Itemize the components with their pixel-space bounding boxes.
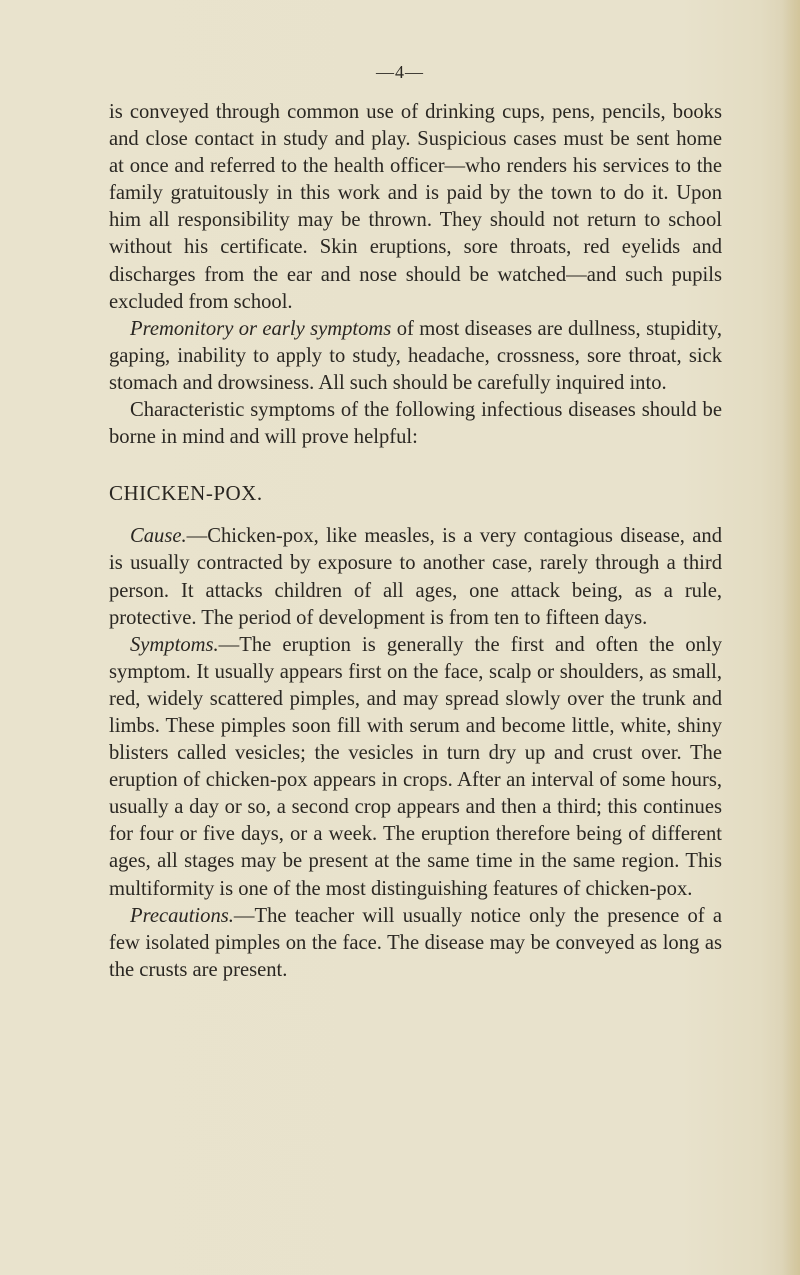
paragraph-symptoms-lead: Symptoms. <box>130 633 219 656</box>
page-number: —4— <box>376 62 424 82</box>
paragraph-precautions-body: —The teacher will usually notice only the presence of a few isolated pimples on the face. The disease may be conveyed as long as the crusts are present. <box>109 904 722 981</box>
paragraph-characteristic: Characteristic symptoms of the following infectious diseases should be borne in mind and will prove helpful: <box>109 399 722 449</box>
paragraph-precautions <box>109 903 722 984</box>
paragraph-cause-body: —Chicken-pox, like measles, is a very contagious disease, and is usually contracted by exposure to another case, rarely through a third person. It attacks children of all ages, one attack being, as a rule, protective. The period of development is from ten to fifteen days. <box>109 525 722 629</box>
paragraph-premonitory <box>109 316 722 397</box>
body-text <box>109 99 722 984</box>
paragraph-symptoms <box>109 632 722 903</box>
paragraph-symptoms-body: —The eruption is generally the first and often the only symptom. It usually appears first on the face, scalp or shoulders, as small, red, widely scattered pimples, and may spread slowly over the trunk and limbs. These pimples soon fill with serum and become little, white, shiny blisters called vesicles; the vesicles in turn dry up and crust over. The eruption of chicken-pox appears in crops. After an interval of some hours, usually a day or so, a second crop appears and then a third; this continues for four or five days, or a week. The eruption therefore being of different ages, all stages may be present at the same time in the same region. This multiformity is one of the most distinguishing features of chicken-pox. <box>109 633 722 900</box>
paragraph-precautions-lead: Precautions. <box>130 904 234 927</box>
page-edge <box>782 0 800 1275</box>
paragraph-intro: is conveyed through common use of drinking cups, pens, pencils, books and close contact in study and play. Suspicious cases must be sent home at once and referred to the health officer—who renders his services to the family gratuitously in this work and is paid by the town to do it. Upon him all responsibility may be thrown. They should not return to school without his certificate. Skin eruptions, sore throats, red eyelids and discharges from the ear and nose should be watched—and such pupils excluded from school. <box>109 101 722 313</box>
paragraph-premonitory-body: of most diseases are dullness, stupidity, gaping, inability to apply to study, headache, crossness, sore throat, sick stomach and drowsiness. All such should be carefully inquired into. <box>109 317 722 394</box>
paragraph-premonitory-lead: Premonitory or early symptoms <box>130 317 392 340</box>
paragraph-cause <box>109 523 722 631</box>
paragraph-cause-lead: Cause. <box>130 525 187 548</box>
section-heading: CHICKEN-POX. <box>109 481 263 506</box>
